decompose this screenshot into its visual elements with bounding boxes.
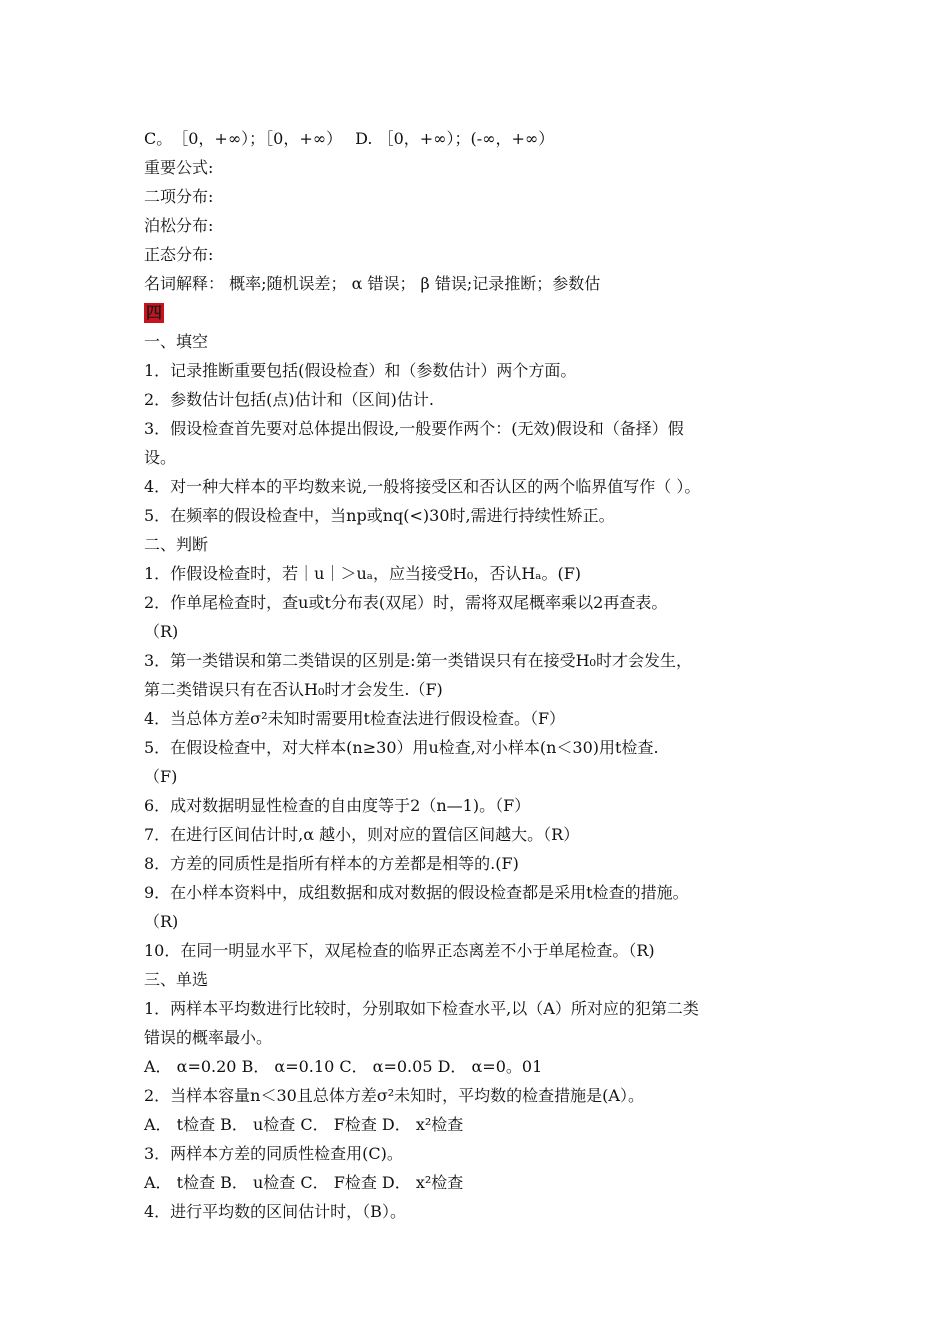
- text-line: 3．假设检查首先要对总体提出假设,一般要作两个：(无效)假设和（备择）假: [144, 419, 684, 438]
- text-line: 1．记录推断重要包括(假设检查）和（参数估计）两个方面。: [144, 361, 577, 380]
- text-line: 10．在同一明显水平下，双尾检查的临界正态离差不小于单尾检查。（R): [144, 941, 655, 960]
- text-line: 9．在小样本资料中，成组数据和成对数据的假设检查都是采用t检查的措施。: [144, 883, 689, 902]
- text-line: 三、单选: [144, 970, 209, 989]
- text-line: 3．第一类错误和第二类错误的区别是:第一类错误只有在接受H₀时才会发生，: [144, 651, 692, 670]
- text-line: A． α=0.20 B． α=0.10 C． α=0.05 D． α=0。01: [144, 1057, 543, 1076]
- text-line: 二、判断: [144, 535, 209, 554]
- section-marker: 四: [146, 303, 163, 322]
- text-line: 设。: [144, 448, 177, 467]
- text-line: 2．参数估计包括(点)估计和（区间)估计.: [144, 390, 434, 409]
- text-line: 正态分布:: [144, 245, 214, 264]
- text-line: 6．成对数据明显性检查的自由度等于2（n—1)。（F）: [144, 796, 531, 815]
- text-line: 7．在进行区间估计时,α 越小，则对应的置信区间越大。（R）: [144, 825, 580, 844]
- text-line: 名词解释： 概率;随机误差； α 错误； β 错误;记录推断；参数估: [144, 274, 601, 293]
- text-line: 5．在假设检查中，对大样本(n≥30）用u检查,对小样本(n＜30)用t检查.: [144, 738, 659, 757]
- text-line: （R): [144, 622, 179, 641]
- text-line: （R): [144, 912, 179, 931]
- text-line: 二项分布:: [144, 187, 214, 206]
- text-line: 4．当总体方差σ²未知时需要用t检查法进行假设检查。（F）: [144, 709, 566, 728]
- text-line: 泊松分布:: [144, 216, 214, 235]
- text-line: C。 ［0，+∞）；［0，+∞） D. ［0，+∞）；(-∞，+∞）: [144, 129, 555, 148]
- section-marker-line: [144, 298, 824, 327]
- text-line: 1．两样本平均数进行比较时，分别取如下检查水平,以（A）所对应的犯第二类: [144, 999, 699, 1018]
- text-line: 重要公式:: [144, 158, 214, 177]
- text-line: 2．作单尾检查时，查u或t分布表(双尾）时，需将双尾概率乘以2再查表。: [144, 593, 668, 612]
- text-line: 1．作假设检查时，若｜u｜＞uₐ，应当接受H₀，否认Hₐ。(F): [144, 564, 582, 583]
- text-line: A． t检查 B． u检查 C． F检查 D． x²检查: [144, 1173, 464, 1192]
- text-line: 错误的概率最小。: [144, 1028, 273, 1047]
- text-line: A． t检查 B． u检查 C． F检查 D． x²检查: [144, 1115, 464, 1134]
- text-line: 第二类错误只有在否认H₀时才会发生.（F): [144, 680, 443, 699]
- text-line: 4．进行平均数的区间估计时，（B）。: [144, 1202, 406, 1221]
- text-line: 3．两样本方差的同质性检查用(C)。: [144, 1144, 403, 1163]
- text-line: 5．在频率的假设检查中，当np或nq(<)30时,需进行持续性矫正。: [144, 506, 615, 525]
- text-line: 2．当样本容量n＜30且总体方差σ²未知时，平均数的检查措施是(A）。: [144, 1086, 644, 1105]
- text-line: 8．方差的同质性是指所有样本的方差都是相等的.(F): [144, 854, 519, 873]
- text-line: 4．对一种大样本的平均数来说,一般将接受区和否认区的两个临界值写作（ ）。: [144, 477, 701, 496]
- text-line: （F): [144, 767, 178, 786]
- text-line: 一、填空: [144, 332, 209, 351]
- document-page: [144, 124, 824, 1226]
